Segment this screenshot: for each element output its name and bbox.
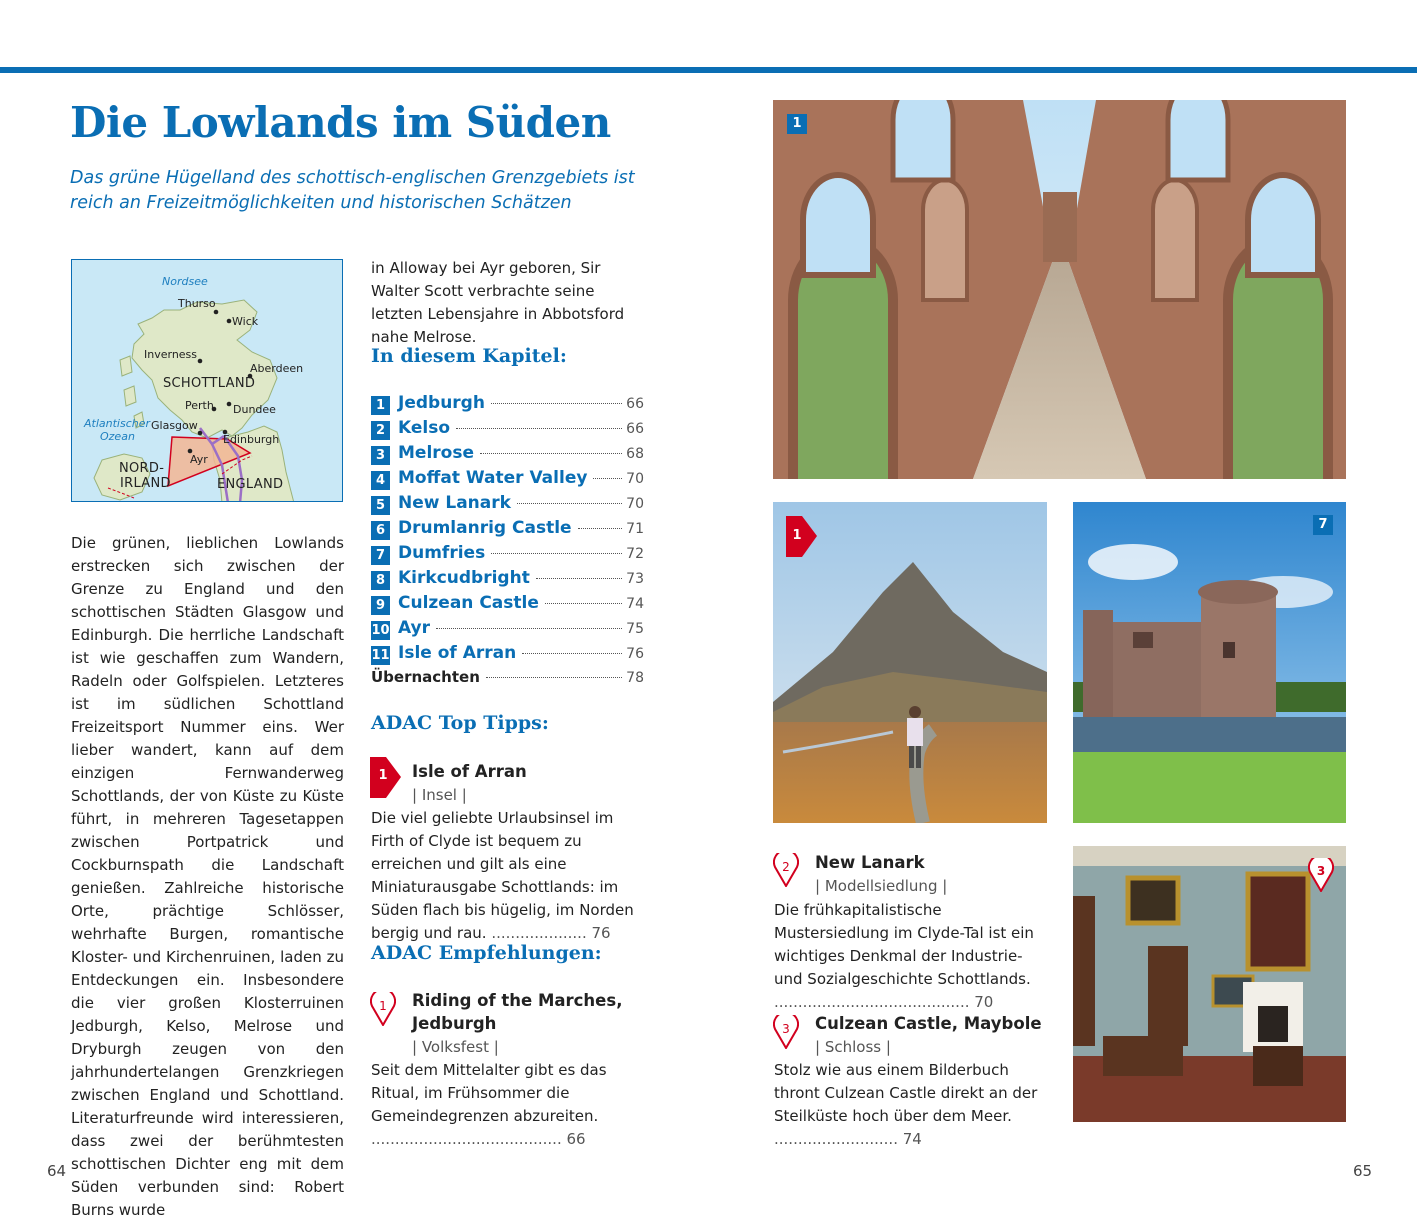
map-label-nordsee: Nordsee — [162, 275, 208, 288]
page-title: Die Lowlands im Süden — [70, 98, 611, 147]
toc-item[interactable] — [371, 518, 644, 543]
map-label-england: ENGLAND — [217, 477, 284, 492]
toc-item[interactable] — [371, 418, 644, 443]
intro-paragraph: Die grünen, lieblichen Lowlands erstrecken sich zwischen der Grenze zu England und den schottischen Städten Glasgow und Edinburgh. Die herrliche Landschaft ist wie geschaffen zum Wandern, Radeln oder Golfspielen. Letzteres ist im südlichen Schottland Freizeitsport Nummer eins. Wer lieber wandert, kann auf dem einzigen Fernwanderweg Schottlands, der von Küste zu Küste führt, in mehreren Tagesetappen zwischen Portpatrick und Cockburnspath die Landschaft genießen. Zahlreiche historische Orte, prächtige Schlösser, wehrhafte Burgen, romantische Kloster- und Kirchenruinen, laden zu Entdeckungen ein. Insbesondere die vier großen Klosterruinen Jedburgh, Kelso, Melrose und Dryburgh zeugen von den jahrhundertelangen Grenzkriegen zwischen England und Schottland. Literaturfreunde wird interessieren, dass zwei der berühmtesten schottischen Dichter eng mit dem Süden verbunden sind: Robert Burns wurde — [71, 534, 344, 1219]
toc-number: 5 — [371, 496, 390, 515]
abbey-illustration — [773, 100, 1346, 479]
toc-number: 6 — [371, 521, 390, 540]
overview-map — [71, 259, 343, 502]
toc-number: 2 — [371, 421, 390, 440]
map-label-perth: Perth — [185, 399, 214, 412]
valley-photo — [773, 502, 1047, 823]
interior-photo-number: 3 — [1316, 864, 1326, 878]
toc-leader — [491, 553, 622, 554]
map-label-atlantischer: Atlantischer — [84, 417, 151, 430]
toc-name: Isle of Arran — [398, 643, 517, 663]
map-label-inverness: Inverness — [144, 348, 198, 361]
toc-name: Drumlanrig Castle — [398, 518, 572, 538]
toc-page: 74 — [626, 596, 644, 612]
top-tip-page: .................... 76 — [491, 924, 611, 942]
page-number-right: 65 — [1353, 1162, 1373, 1180]
toc-leader — [522, 653, 622, 654]
recommendation-page-number: 66 — [566, 1130, 586, 1148]
recommendations-heading: ADAC Empfehlungen: — [371, 942, 602, 964]
toc-leader — [480, 453, 622, 454]
toc-name: Moffat Water Valley — [398, 468, 588, 488]
toc-number: 4 — [371, 471, 390, 490]
interior-photo — [1073, 846, 1346, 1122]
recommendation-description — [774, 899, 1047, 1014]
toc-item[interactable] — [371, 443, 644, 468]
map-label-glasgow: Glasgow — [151, 419, 198, 432]
toc-item[interactable] — [371, 593, 644, 618]
toc-name: Kelso — [398, 418, 451, 438]
recommendation-category: | Volksfest | — [412, 1038, 499, 1056]
toc-number: 8 — [371, 571, 390, 590]
toc-page: 66 — [626, 396, 644, 412]
recommendation-page: .......................... 74 — [774, 1130, 922, 1148]
abbey-photo — [773, 100, 1346, 479]
recommendation-page: ......................................... 70 — [774, 993, 994, 1011]
toc-number: 10 — [371, 623, 390, 638]
top-tip-number: 1 — [378, 768, 388, 783]
recommendation-page: ........................................ 66 — [371, 1130, 586, 1148]
toc-page: 78 — [626, 670, 644, 686]
recommendation-title-line1: Riding of the Marches, — [412, 991, 623, 1010]
recommendation-text: Die frühkapitalistische Mustersiedlung im Clyde-Tal ist ein wichtiges Denkmal der Industrie- und Sozialgeschichte Schottlands. — [774, 901, 1034, 988]
toc-item[interactable] — [371, 393, 644, 418]
toc-item[interactable] — [371, 543, 644, 568]
continued-text — [371, 257, 644, 349]
top-tip-title: Isle of Arran — [412, 762, 527, 781]
map-label-ozean: Ozean — [100, 430, 135, 443]
toc-number: 3 — [371, 446, 390, 465]
recommendation-page-number: 70 — [974, 993, 994, 1011]
map-label-thurso: Thurso — [178, 297, 216, 310]
toc-name: New Lanark — [398, 493, 511, 513]
toc-page: 75 — [626, 621, 644, 637]
castle-photo-badge: 7 — [1313, 515, 1333, 535]
toc-leader — [545, 603, 622, 604]
toc-item[interactable] — [371, 568, 644, 593]
recommendation-text: Stolz wie aus einem Bilderbuch thront Culzean Castle direkt an der Steilküste hoch über dem Meer. — [774, 1061, 1038, 1125]
toc-number: 7 — [371, 546, 390, 565]
recommendation-description — [774, 1059, 1047, 1151]
top-tip-description — [371, 807, 644, 945]
toc-leader — [578, 528, 623, 529]
recommendation-title-line2: Jedburgh — [412, 1014, 497, 1033]
toc-number: 11 — [371, 648, 390, 663]
toc-page: 76 — [626, 646, 644, 662]
map-label-wick: Wick — [232, 315, 259, 328]
recommendation-number: 1 — [379, 999, 387, 1013]
map-label-edinburgh: Edinburgh — [223, 433, 280, 446]
toc-leader — [456, 428, 622, 429]
toc-name: Ayr — [398, 618, 431, 638]
toc-page: 70 — [626, 496, 644, 512]
toc-leader — [517, 503, 622, 504]
toc-name: Übernachten — [371, 668, 480, 686]
toc-name: Melrose — [398, 443, 474, 463]
toc-item[interactable] — [371, 618, 644, 643]
recommendation-description — [371, 1059, 644, 1151]
toc-item[interactable] — [371, 643, 644, 668]
abbey-photo-badge: 1 — [787, 114, 807, 134]
toc-page: 72 — [626, 546, 644, 562]
toc-leader — [491, 403, 622, 404]
toc-number: 1 — [371, 396, 390, 415]
toc-page: 68 — [626, 446, 644, 462]
map-label-aberdeen: Aberdeen — [250, 362, 304, 375]
interior-illustration — [1073, 846, 1346, 1122]
map-label-irland: IRLAND — [120, 476, 171, 491]
toc-name: Dumfries — [398, 543, 486, 563]
toc-name: Kirkcudbright — [398, 568, 530, 588]
toc-page: 66 — [626, 421, 644, 437]
map-label-nord: NORD- — [119, 461, 165, 476]
page-number-left: 64 — [47, 1162, 67, 1180]
recommendation-page-number: 74 — [902, 1130, 922, 1148]
toc-leader — [486, 677, 622, 678]
toc-name: Jedburgh — [398, 393, 485, 413]
recommendation-number: 2 — [782, 860, 790, 874]
map-label-schottland: SCHOTTLAND — [163, 376, 256, 391]
top-tip-page-number: 76 — [591, 924, 611, 942]
chapter-toc — [371, 393, 644, 693]
top-rule — [0, 67, 1417, 73]
recommendation-text: Seit dem Mittelalter gibt es das Ritual, im Frühsommer die Gemeindegrenzen abzureiten. — [371, 1061, 607, 1125]
recommendation-title: New Lanark — [815, 853, 925, 872]
valley-photo-number: 1 — [792, 528, 802, 543]
recommendation-number: 3 — [782, 1022, 790, 1036]
top-tips-heading: ADAC Top Tipps: — [371, 712, 549, 734]
recommendation-category: | Modellsiedlung | — [815, 877, 948, 895]
toc-number: 9 — [371, 596, 390, 615]
top-tip-category: | Insel | — [412, 786, 467, 804]
toc-page: 73 — [626, 571, 644, 587]
toc-item[interactable] — [371, 468, 644, 493]
map-label-ayr: Ayr — [190, 453, 208, 466]
recommendation-title — [412, 989, 622, 1035]
recommendation-title: Culzean Castle, Maybole — [815, 1014, 1042, 1033]
toc-leader — [436, 628, 622, 629]
top-tip-text: Die viel geliebte Urlaubsinsel im Firth of Clyde ist bequem zu erreichen und gilt als eine Miniaturausgabe Schottlands: im Süden flach bis hügelig, im Norden bergig und rau. — [371, 809, 634, 942]
castle-illustration — [1073, 502, 1346, 823]
recommendation-category: | Schloss | — [815, 1038, 891, 1056]
continued-paragraph: in Alloway bei Ayr geboren, Sir Walter Scott verbrachte seine letzten Lebensjahre in Abbotsford nahe Melrose. — [371, 259, 625, 346]
toc-item[interactable] — [371, 493, 644, 518]
page-subtitle: Das grüne Hügelland des schottisch-englischen Grenzgebiets ist reich an Freizeitmöglichkeiten und historischen Schätzen — [70, 168, 635, 213]
toc-page: 70 — [626, 471, 644, 487]
castle-photo — [1073, 502, 1346, 823]
toc-leader — [536, 578, 622, 579]
chapter-heading: In diesem Kapitel: — [371, 345, 567, 367]
toc-page: 71 — [626, 521, 644, 537]
map-label-dundee: Dundee — [233, 403, 276, 416]
toc-name: Culzean Castle — [398, 593, 539, 613]
toc-item-overnight[interactable] — [371, 668, 644, 693]
intro-text — [71, 532, 344, 1222]
toc-leader — [593, 478, 622, 479]
